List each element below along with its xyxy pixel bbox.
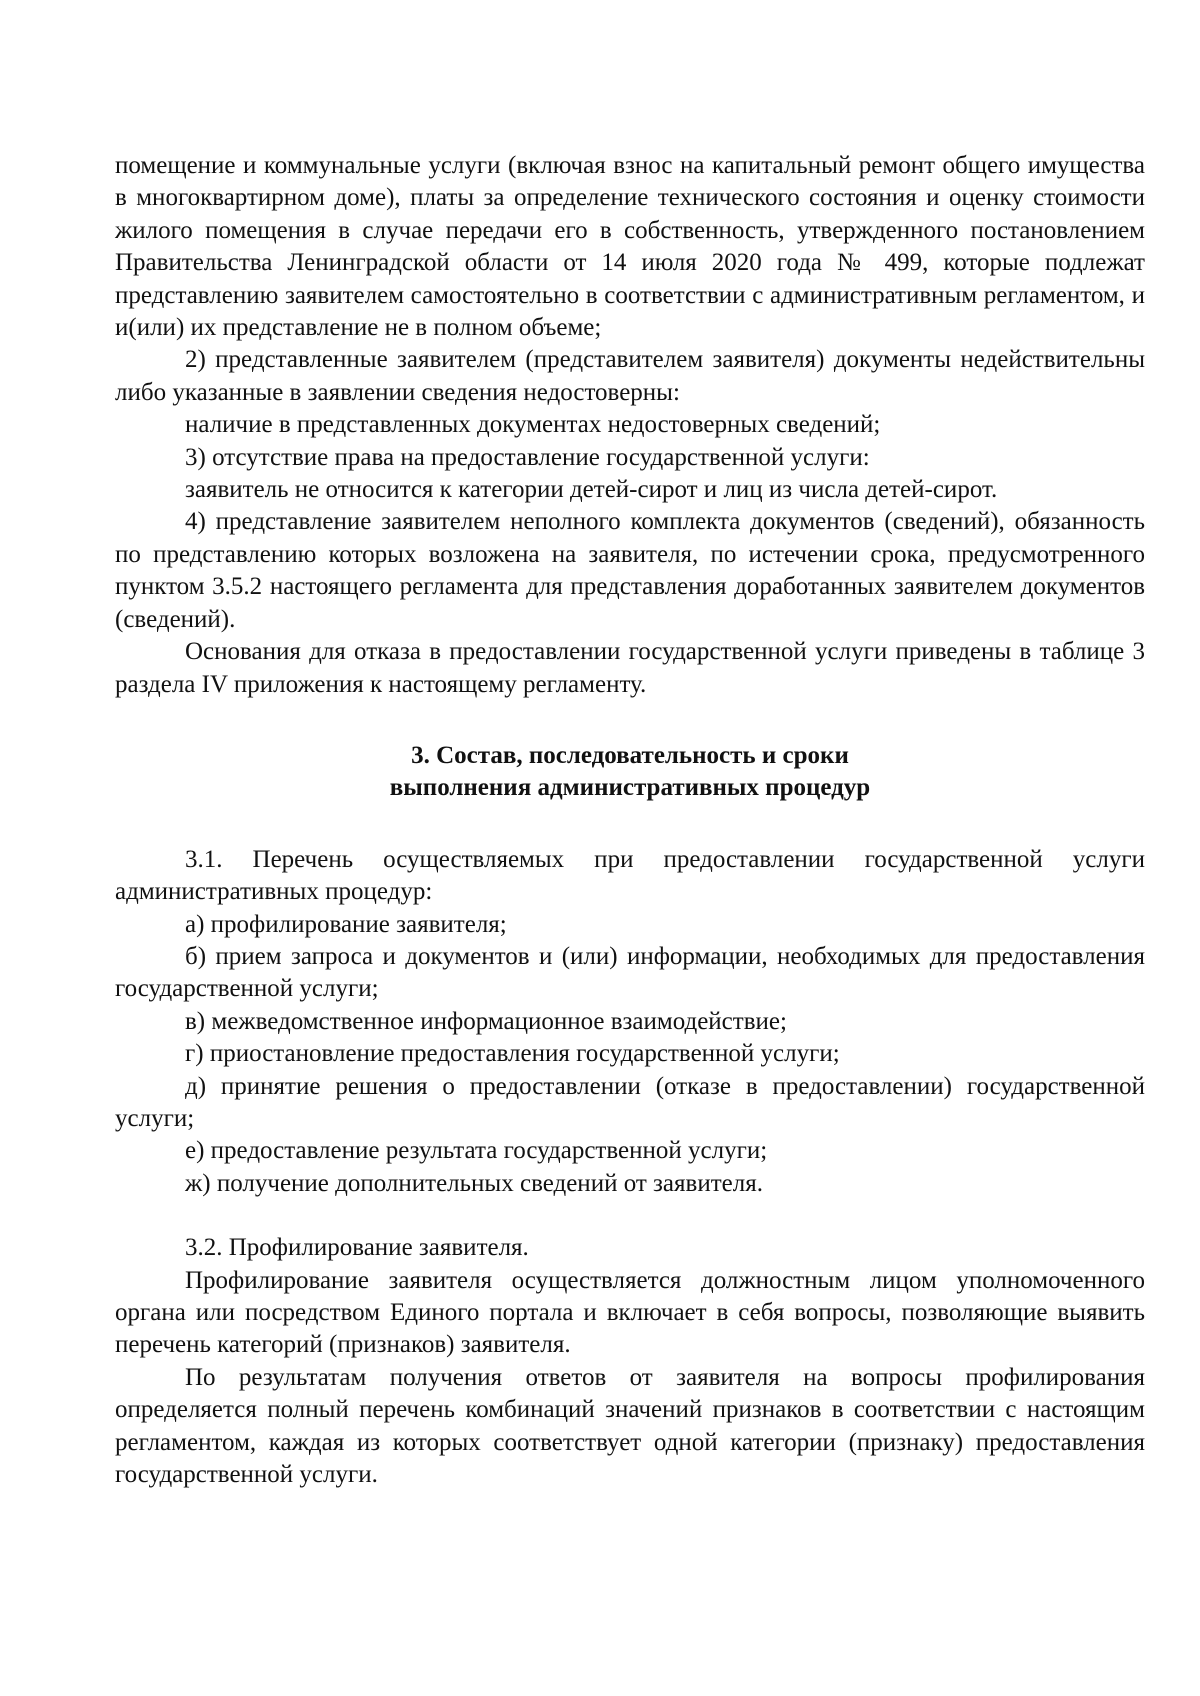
section-heading-line-2: выполнения административных процедур: [389, 774, 871, 802]
procedure-item-a: а) профилирование заявителя;: [185, 910, 507, 938]
procedure-item-e: е) предоставление результата государственной услуги;: [185, 1137, 768, 1165]
paragraph-item-4: 4) представление заявителем неполного комплекта документов (сведений), обязанность по представлению которых возложена на заявителя, по истечении срока, предусмотренного пунктом 3.5.2 настоящего регламента для представления доработанных заявителем документов (сведений).: [115, 508, 1145, 633]
paragraph-refusal-grounds: Основания для отказа в предоставлении государственной услуги приведены в таблице 3 раздела IV приложения к настоящему регламенту.: [115, 638, 1145, 698]
procedure-item-b: б) прием запроса и документов и (или) информации, необходимых для предоставления государственной услуги;: [115, 942, 1145, 1003]
paragraph-item-2: 2) представленные заявителем (представителем заявителя) документы недействительны либо указанные в заявлении сведения недостоверны:: [115, 346, 1145, 406]
profiling-title: 3.2. Профилирование заявителя.: [185, 1234, 529, 1262]
profiling-paragraph-2: По результатам получения ответов от заявителя на вопросы профилирования определяется полный перечень комбинаций значений признаков в соответствии с настоящим регламентом, каждая из которых соответствует одной категории (признаку) предоставления государственной услуги.: [115, 1363, 1145, 1489]
procedure-item-v: в) межведомственное информационное взаимодействие;: [185, 1007, 787, 1035]
paragraph-item-3: 3) отсутствие права на предоставление государственной услуги:: [185, 443, 870, 471]
paragraph-item-2-detail: наличие в представленных документах недостоверных сведений;: [185, 411, 881, 439]
procedures-intro: 3.1. Перечень осуществляемых при предоставлении государственной услуги административных процедур:: [115, 845, 1145, 906]
section-heading-line-1: 3. Состав, последовательность и сроки: [411, 741, 849, 769]
procedure-item-d: д) принятие решения о предоставлении (отказе в предоставлении) государственной услуги;: [115, 1072, 1145, 1132]
section-heading: [115, 740, 1145, 805]
procedure-item-zh: ж) получение дополнительных сведений от заявителя.: [185, 1169, 763, 1197]
paragraph-continuation: помещение и коммунальные услуги (включая взнос на капитальный ремонт общего имущества в многоквартирном доме), платы за определение технического состояния и оценку стоимости жилого помещения в случае передачи его в собственность, утвержденного постановлением Правительства Ленинградской области от 14 июля 2020 года № 499, которые подлежат представлению заявителем самостоятельно в соответствии с административным регламентом, и и(или) их представление не в полном объеме;: [115, 152, 1145, 342]
procedure-item-g: г) приостановление предоставления государственной услуги;: [185, 1040, 840, 1068]
document-body: [115, 150, 1145, 1491]
profiling-paragraph-1: Профилирование заявителя осуществляется должностным лицом уполномоченного органа или посредством Единого портала и включает в себя вопросы, позволяющие выявить перечень категорий (признаков) заявителя.: [115, 1266, 1145, 1359]
paragraph-item-3-detail: заявитель не относится к категории детей-сирот и лиц из числа детей-сирот.: [185, 476, 998, 504]
